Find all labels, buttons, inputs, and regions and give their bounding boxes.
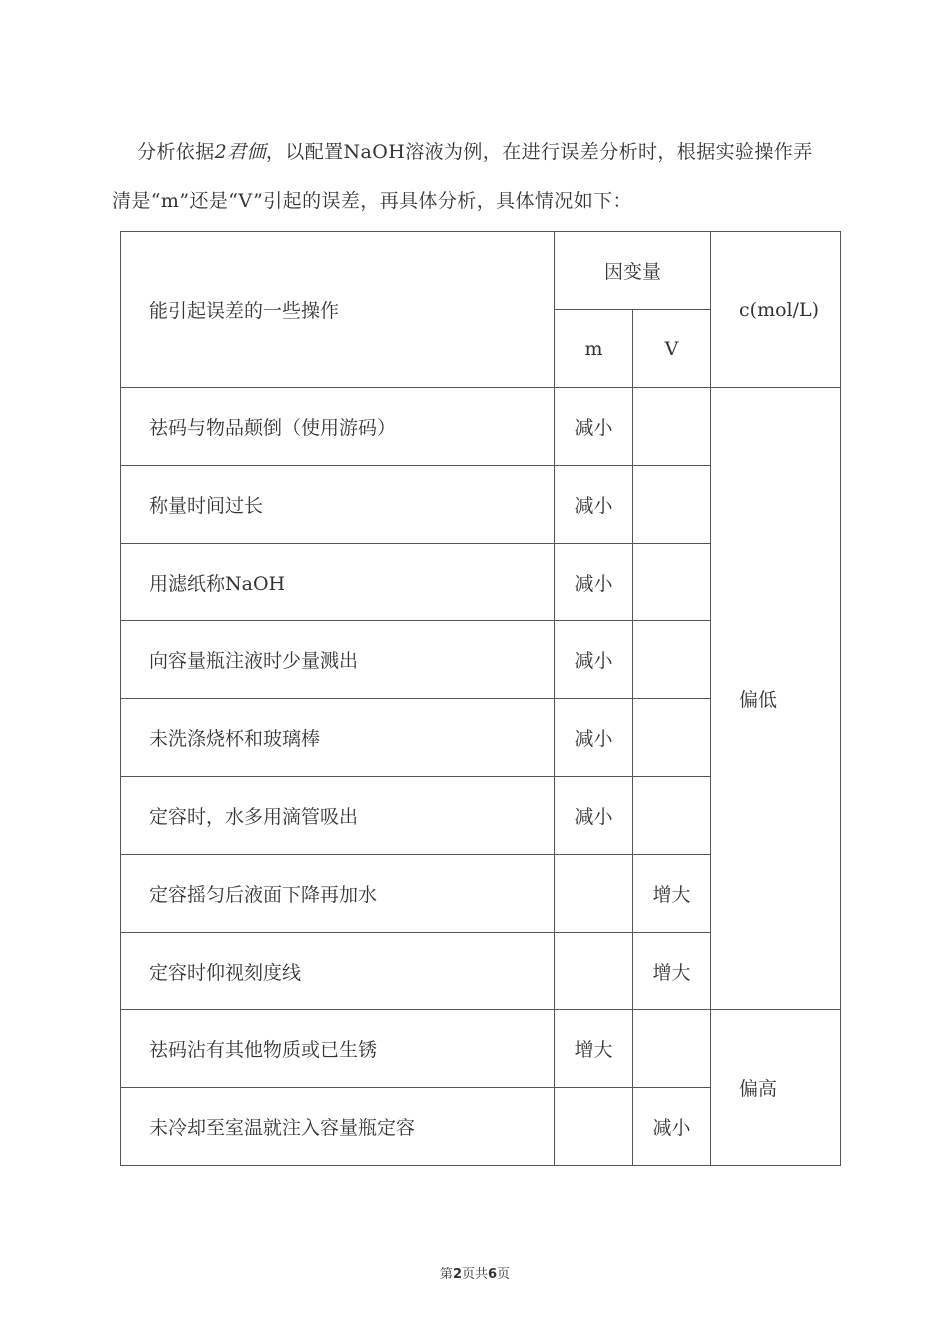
v-cell: 减小 [633, 1088, 711, 1166]
header-row-1 [121, 232, 841, 310]
m-cell [555, 1088, 633, 1166]
intro-line-1 [137, 137, 813, 164]
intro-line-2: 清是“m”还是“V”引起的误差，再具体分析，具体情况如下： [112, 190, 632, 212]
operation-cell: 祛码与物品颠倒（使用游码） [121, 388, 555, 466]
header-v: V [633, 310, 711, 388]
m-cell [555, 855, 633, 933]
v-cell [633, 777, 711, 855]
operation-cell: 称量时间过长 [121, 466, 555, 544]
header-variable-group: 因变量 [555, 232, 711, 310]
table-row [121, 1010, 841, 1088]
operation-cell: 未冷却至室温就注入容量瓶定容 [121, 1088, 555, 1166]
footer-page-number: 2 [452, 1267, 462, 1282]
operation-cell: 定容摇匀后液面下降再加水 [121, 855, 555, 933]
intro-text-before: 分析依据 [137, 141, 215, 163]
operation-cell: 未洗涤烧杯和玻璃棒 [121, 699, 555, 777]
v-cell [633, 388, 711, 466]
error-analysis-table [120, 231, 841, 1166]
m-cell: 减小 [555, 466, 633, 544]
footer-middle: 页共 [461, 1267, 488, 1282]
footer-prefix: 第 [439, 1267, 453, 1282]
operation-cell: 定容时仰视刻度线 [121, 933, 555, 1010]
header-m: m [555, 310, 633, 388]
m-cell: 减小 [555, 699, 633, 777]
v-cell [633, 621, 711, 699]
header-result: c(mol/L) [711, 232, 841, 388]
v-cell [633, 699, 711, 777]
m-cell: 减小 [555, 777, 633, 855]
header-operation: 能引起误差的一些操作 [121, 232, 555, 388]
operation-cell: 向容量瓶注液时少量溅出 [121, 621, 555, 699]
v-cell [633, 1010, 711, 1088]
table-row [121, 388, 841, 466]
page-footer [0, 1263, 950, 1282]
result-high: 偏高 [711, 1010, 841, 1166]
intro-text-after: ，以配置NaOH溶液为例，在进行误差分析时，根据实验操作弄 [265, 141, 813, 163]
m-cell: 减小 [555, 388, 633, 466]
v-cell [633, 544, 711, 621]
operation-cell: 祛码沾有其他物质或已生锈 [121, 1010, 555, 1088]
m-cell: 增大 [555, 1010, 633, 1088]
footer-total-pages: 6 [488, 1267, 498, 1282]
m-cell: 减小 [555, 544, 633, 621]
m-cell: 减小 [555, 621, 633, 699]
v-cell: 增大 [633, 855, 711, 933]
footer-suffix: 页 [497, 1267, 511, 1282]
formula: 2君価 [214, 141, 266, 163]
result-low: 偏低 [711, 388, 841, 1010]
m-cell [555, 933, 633, 1010]
operation-cell: 用滤纸称NaOH [121, 544, 555, 621]
v-cell [633, 466, 711, 544]
v-cell: 增大 [633, 933, 711, 1010]
operation-cell: 定容时，水多用滴管吸出 [121, 777, 555, 855]
